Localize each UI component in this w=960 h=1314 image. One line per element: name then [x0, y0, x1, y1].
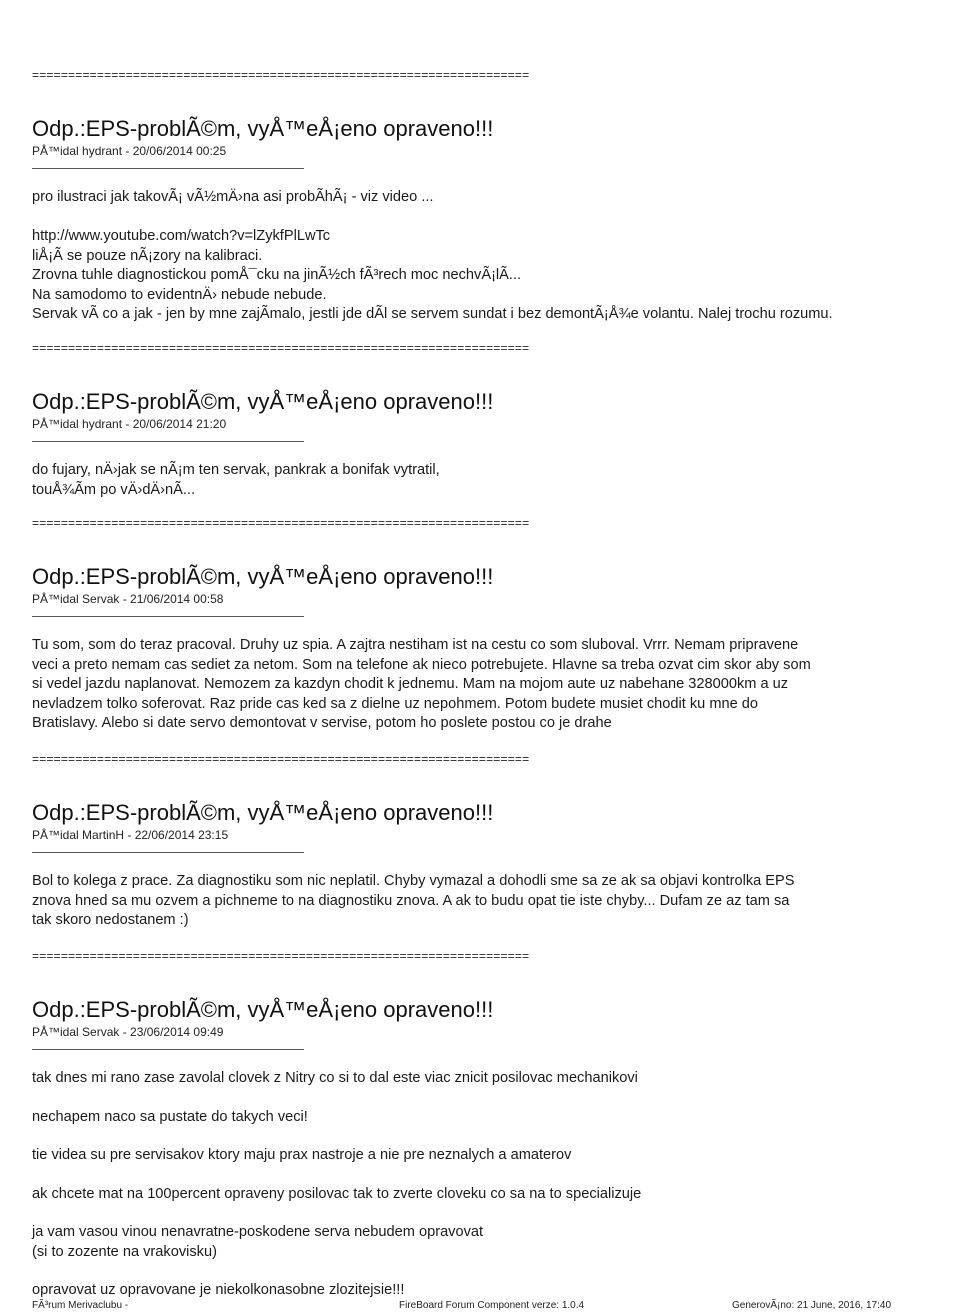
post-paragraph: tak dnes mi rano zase zavolal clovek z Nitry co si to dal este viac znicit posilovac mechanikovi	[32, 1070, 638, 1086]
post-paragraph: ak chcete mat na 100percent opraveny posilovac tak to zverte cloveku co sa na to specializuje	[32, 1185, 642, 1202]
post-title: Odp.:EPS-problÃ©m, vyÅ™eÅ¡eno opraveno!!!	[32, 800, 494, 825]
post-meta: PÅ™idal hydrant - 20/06/2014 00:25	[32, 144, 227, 158]
post-5	[32, 949, 952, 1301]
post-paragraph: tie videa su pre servisakov ktory maju prax nastroje a nie pre neznalych a amaterov	[32, 1147, 572, 1163]
footer-site: FÃ³rum Merivaclubu -	[32, 1300, 129, 1311]
post-line: touÅ¾Ãm po vÄ›dÄ›nÃ...	[32, 481, 196, 498]
post-line: Bol to kolega z prace. Za diagnostiku som nic neplatil. Chyby vymazal a dohodli sme sa ze ak sa objavi kontrolka EPS	[32, 873, 795, 889]
separator-line: =====================================================================	[32, 949, 530, 963]
post-line: Bratislavy. Alebo si date servo demontovat v servise, potom ho poslete postou co je drahe	[32, 715, 612, 731]
post-title: Odp.:EPS-problÃ©m, vyÅ™eÅ¡eno opraveno!!!	[32, 116, 494, 141]
post-rule	[32, 441, 304, 442]
post-line: liÅ¡Ã se pouze nÃ¡zory na kalibraci.	[32, 247, 263, 264]
post-rule	[32, 168, 304, 169]
footer-component: FireBoard Forum Component verze: 1.0.4	[399, 1300, 585, 1311]
separator-line: =====================================================================	[32, 516, 530, 530]
post-line: si vedel jazdu naplanovat. Nemozem za kazdyn chodit k jednemu. Mam na mojom aute uz nabehane 328000km a uz	[32, 676, 789, 692]
post-title: Odp.:EPS-problÃ©m, vyÅ™eÅ¡eno opraveno!!!	[32, 997, 494, 1022]
post-rule	[32, 1049, 304, 1050]
post-meta: PÅ™idal Servak - 23/06/2014 09:49	[32, 1025, 224, 1039]
post-1	[32, 68, 952, 325]
post-line: Tu som, som do teraz pracoval. Druhy uz spia. A zajtra nestiham ist na cestu co som sluboval. Vrrr. Nemam pripravene	[32, 637, 799, 653]
post-paragraph: nechapem naco sa pustate do takych veci!	[32, 1108, 308, 1125]
post-link[interactable]: http://www.youtube.com/watch?v=lZykfPlLwTc	[32, 228, 331, 244]
post-meta: PÅ™idal Servak - 21/06/2014 00:58	[32, 592, 224, 606]
post-line: pro ilustraci jak takovÃ¡ vÃ½mÄ›na asi probÃhÃ¡ - viz video ...	[32, 189, 434, 205]
post-3	[32, 516, 952, 734]
post-line-blank	[32, 208, 952, 228]
post-line: znova hned sa mu ozvem a pichneme to na diagnostiku znova. A ak to budu opat tie iste chyby... Dufam ze az tam sa	[32, 892, 790, 909]
footer-generated: GenerovÃ¡no: 21 June, 2016, 17:40	[732, 1300, 892, 1311]
post-meta: PÅ™idal MartinH - 22/06/2014 23:15	[32, 828, 229, 842]
post-line: tak skoro nedostanem :)	[32, 912, 189, 928]
separator-line: =====================================================================	[32, 752, 530, 766]
post-title: Odp.:EPS-problÃ©m, vyÅ™eÅ¡eno opraveno!!!	[32, 389, 494, 414]
post-paragraph: opravovat uz opravovane je niekolkonasobne zlozitejsie!!!	[32, 1282, 405, 1298]
post-meta: PÅ™idal hydrant - 20/06/2014 21:20	[32, 417, 227, 431]
post-body	[32, 461, 952, 500]
post-body	[32, 188, 952, 325]
post-title: Odp.:EPS-problÃ©m, vyÅ™eÅ¡eno opraveno!!!	[32, 564, 494, 589]
post-line: Na samodomo to evidentnÄ› nebude nebude.	[32, 286, 327, 303]
post-line: veci a preto nemam cas sediet za netom. Som na telefone ak nieco potrebujete. Hlavne sa treba ozvat cim skor aby som	[32, 656, 811, 673]
post-body	[32, 636, 952, 734]
post-rule	[32, 852, 304, 853]
post-line: Servak vÃ co a jak - jen by mne zajÃmalo, jestli jde dÃl se servem sundat i bez demontÃ¡Å¾e volantu. Nalej trochu rozumu.	[32, 306, 833, 322]
post-paragraph: ja vam vasou vinou nenavratne-poskodene serva nebudem opravovat (si to zozente na vrakovisku)	[32, 1224, 484, 1260]
separator-line: =====================================================================	[32, 68, 530, 82]
post-rule	[32, 616, 304, 617]
post-line: Zrovna tuhle diagnostickou pomÅ¯cku na jinÃ½ch fÃ³rech moc nechvÃ¡lÃ...	[32, 267, 522, 283]
separator-line: =====================================================================	[32, 341, 530, 355]
post-body	[32, 1069, 952, 1301]
post-body	[32, 872, 952, 931]
post-line: nevladzem tolko soferovat. Raz pride cas ked sa z dielne uz nepohmem. Potom budete musiet chodit ku mne do	[32, 695, 759, 712]
post-line: do fujary, nÄ›jak se nÃ¡m ten servak, pankrak a bonifak vytratil,	[32, 462, 440, 478]
post-2	[32, 341, 952, 500]
post-4	[32, 752, 952, 931]
